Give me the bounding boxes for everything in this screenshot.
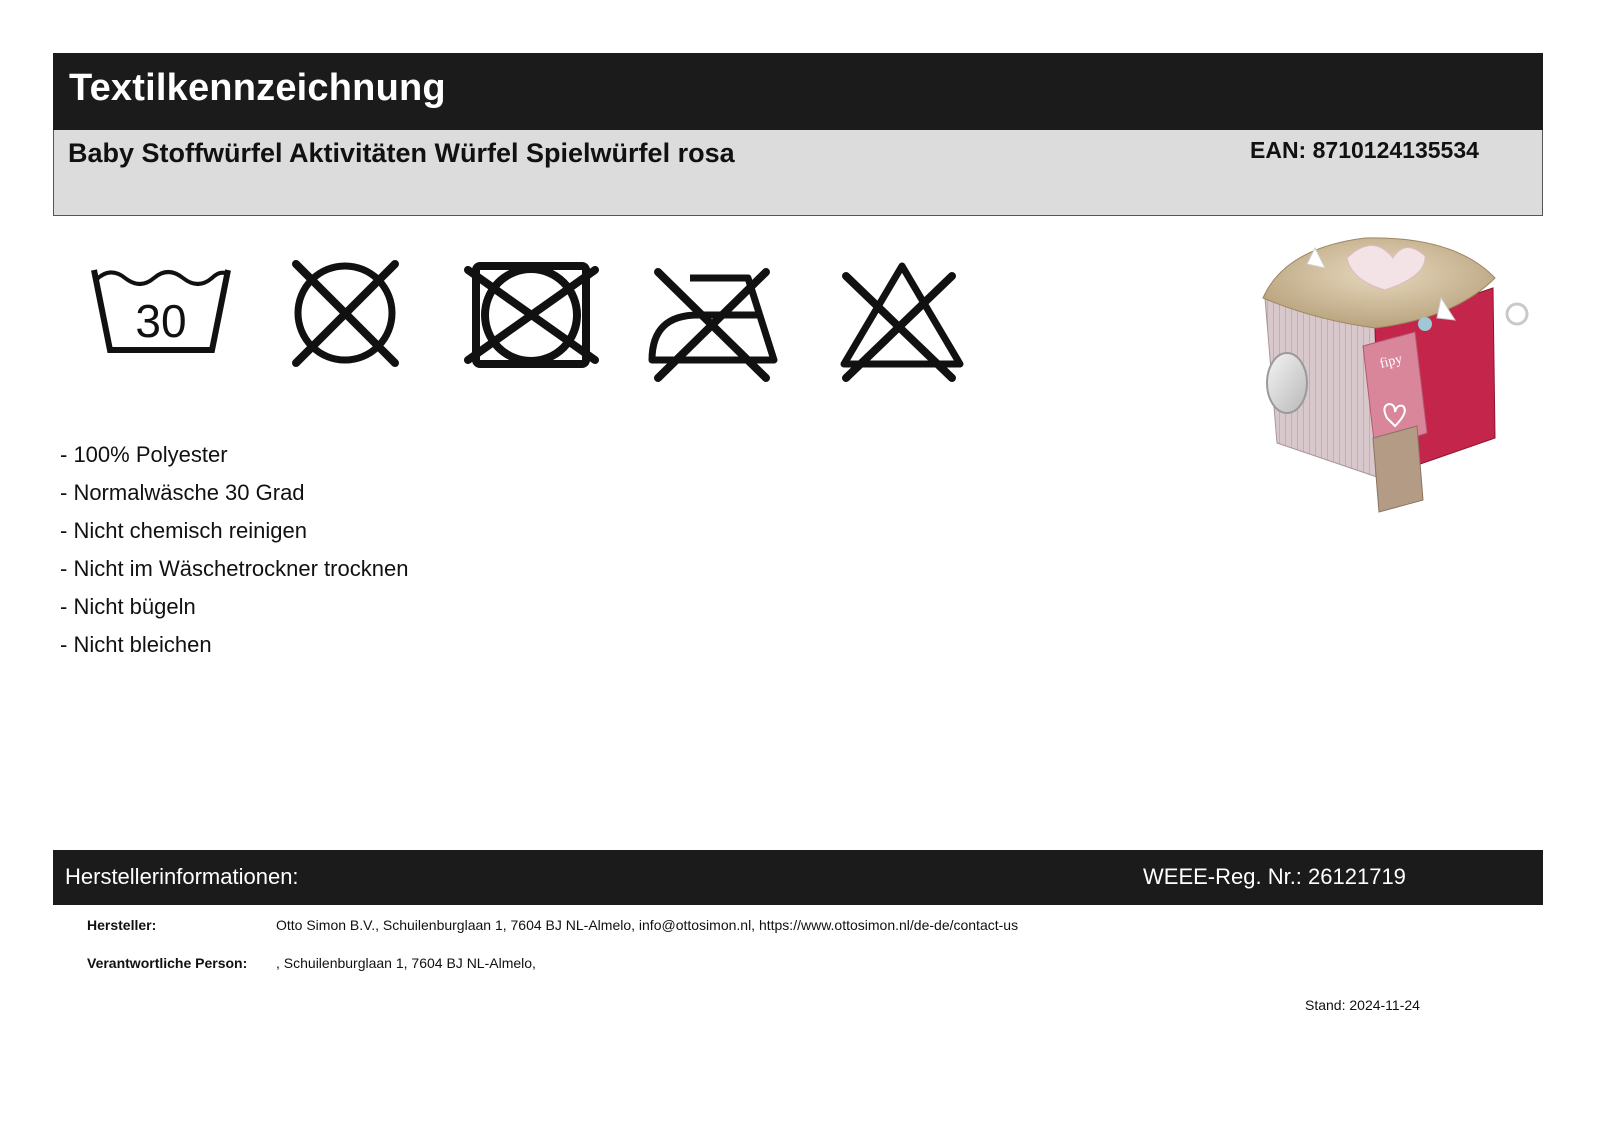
no-dry-clean-icon	[288, 260, 403, 370]
product-name: Baby Stoffwürfel Aktivitäten Würfel Spielwürfel rosa	[68, 138, 735, 168]
care-instruction-bleach: - Nicht bleichen	[60, 632, 212, 657]
manufacturer-label: Hersteller:	[87, 917, 157, 933]
manufacturer-value: Otto Simon B.V., Schuilenburglaan 1, 7604 BJ NL-Almelo, info@ottosimon.nl, https://www.ottosimon.nl/de-de/contact-us	[276, 917, 1019, 933]
care-instruction-wash: - Normalwäsche 30 Grad	[60, 480, 305, 505]
care-instructions-list	[60, 436, 408, 664]
care-instruction-tumble-dry: - Nicht im Wäschetrockner trocknen	[60, 556, 409, 581]
page-title: Textilkennzeichnung	[69, 67, 446, 109]
ean-code: EAN: 8710124135534	[1250, 137, 1479, 163]
tag-brand-text: fipy	[1378, 351, 1404, 372]
weee-registration: WEEE-Reg. Nr.: 26121719	[1143, 864, 1406, 889]
wash-temperature: 30	[135, 295, 187, 347]
responsible-person-label: Verantwortliche Person:	[87, 955, 248, 971]
manufacturer-bar	[53, 850, 1543, 905]
responsible-person-value: , Schuilenburglaan 1, 7604 BJ NL-Almelo,	[276, 955, 536, 971]
care-instruction-iron: - Nicht bügeln	[60, 594, 196, 619]
care-instruction-material: - 100% Polyester	[60, 442, 228, 467]
header-bar	[53, 53, 1543, 130]
no-tumble-dry-icon	[464, 260, 599, 370]
fabric-activity-cube-photo	[1255, 228, 1535, 523]
product-box	[53, 130, 1543, 216]
wash-30-icon	[88, 260, 233, 360]
no-bleach-icon	[840, 260, 965, 385]
manufacturer-section-title: Herstellerinformationen:	[65, 864, 299, 889]
care-symbols	[88, 260, 988, 400]
no-iron-icon	[648, 260, 783, 385]
document-date: Stand: 2024-11-24	[1305, 997, 1420, 1013]
care-instruction-dry-clean: - Nicht chemisch reinigen	[60, 518, 307, 543]
